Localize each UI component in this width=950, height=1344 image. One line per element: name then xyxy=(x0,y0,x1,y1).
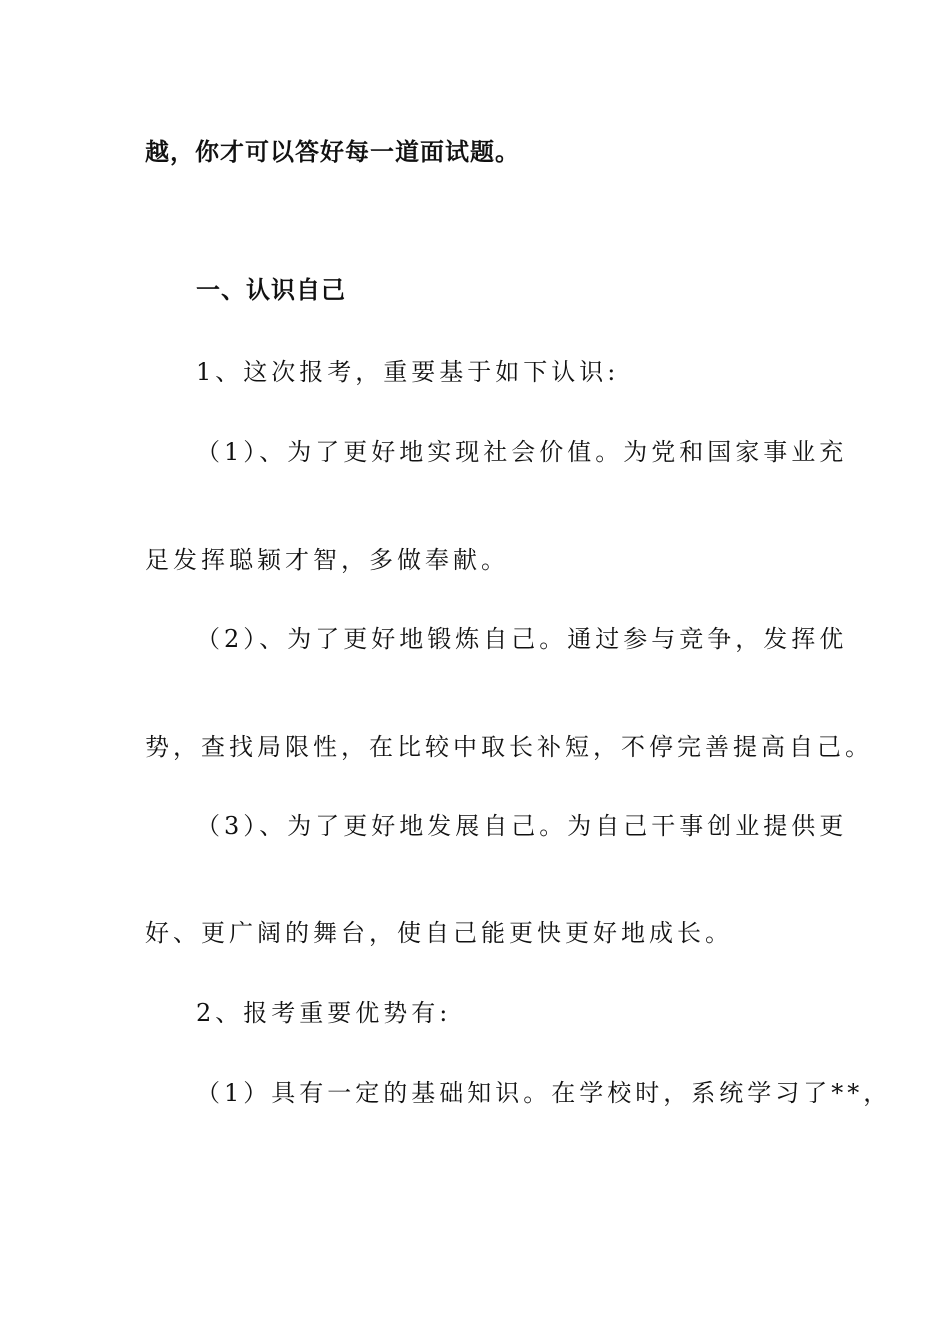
subitem-2-line-2: 势，查找局限性，在比较中取长补短，不停完善提高自己。 xyxy=(145,733,873,761)
numbered-item-2: 2、报考重要优势有: xyxy=(196,999,452,1027)
advantage-item-1: （1）具有一定的基础知识。在学校时，系统学习了**， xyxy=(196,1079,892,1107)
numbered-item-1: 1、这次报考，重要基于如下认识: xyxy=(196,358,620,386)
section-heading: 一、认识自己 xyxy=(196,276,346,304)
paragraph-continuation-line: 越，你才可以答好每一道面试题。 xyxy=(145,138,520,166)
subitem-2-line-1: （2）、为了更好地锻炼自己。通过参与竞争，发挥优 xyxy=(196,625,848,653)
subitem-3-line-2: 好、更广阔的舞台，使自己能更快更好地成长。 xyxy=(145,919,733,947)
subitem-3-line-1: （3）、为了更好地发展自己。为自己干事创业提供更 xyxy=(196,812,848,840)
subitem-1-line-1: （1）、为了更好地实现社会价值。为党和国家事业充 xyxy=(196,438,848,466)
subitem-1-line-2: 足发挥聪颖才智，多做奉献。 xyxy=(145,546,509,574)
